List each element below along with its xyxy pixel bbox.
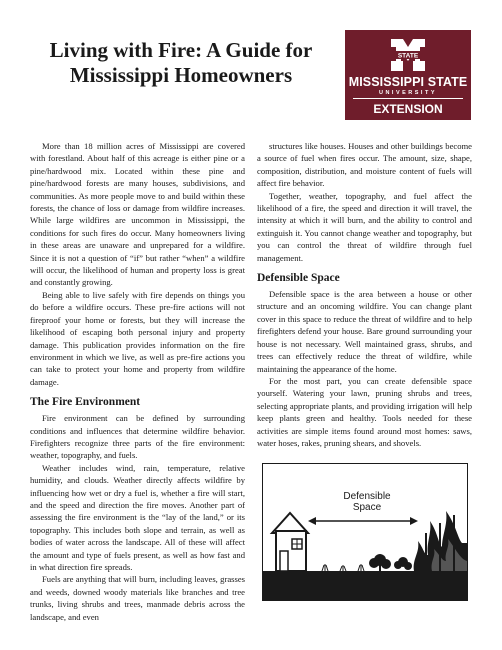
fire-environment-heading: The Fire Environment [30,396,141,409]
defensible-space-label: Defensible Space [343,491,391,513]
right-column [257,140,472,449]
defensible-space-paragraph-1: Defensible space is the area between a house or other structure and an oncoming wildfire. You can change plant cover in this space to reduce the threat of wildfire and to help firefighters defend your house. Bare ground surrounding your house is not necessary. Well maintained grass, shrubs, and trees can effectively reduce the threat of wildfire, while maintaining the appearance of the home. [257,289,472,374]
fire-environment-paragraph-3: Fuels are anything that will burn, including leaves, grasses and weeds, downed woody materials like branches and tree trunks, living shrubs and trees, manmade debris across the landscape, and even [30,574,245,622]
fire-environment-paragraph-1: Fire environment can be defined by surrounding conditions and influences that determine wildfire behavior. Firefighters recognize three parts of the fire environment: weather, topography, and fuels. [30,413,245,461]
extension-logo [345,30,471,120]
logo-line-1: MISSISSIPPI STATE [348,75,468,89]
defensible-space-illustration [262,463,468,601]
seal-text: STATE [397,52,419,60]
university-seal-icon [389,37,427,73]
intro-paragraph-1: More than 18 million acres of Mississippi are covered with forestland. About half of this acreage is either pine or a pine/hardwood mix. Located within these pine and pine/hardwood forests are many houses, subdivisions, and communities. As more people move to and build within these forests, the chance of loss or damage from wildfire increases. While large wildfires are uncommon in Mississippi, the conditions for such fires do occur. Many homeowners living in these areas are unaware and unprepared for a wildfire. Since it is not a question of “if” but rather “when” a wildfire will occur, the likelihood of human and property loss is great and constantly growing. [30,141,245,288]
logo-line-2: UNIVERSITY [378,90,437,96]
together-paragraph: Together, weather, topography, and fuel affect the likelihood of a fire, the speed and direction it will travel, the intensity at which it will burn, and the ability to control and extinguish it. You cannot change weather and topography, but you can control the threat of wildfire through fuel management. [257,190,472,263]
left-column [30,140,245,623]
fuels-continued-paragraph: structures like houses. Houses and other buildings become a source of fuel when fires occur. The amount, size, shape, composition, distribution, and moisture content of fuels will affect fire behavior. [257,141,472,189]
intro-paragraph-2: Being able to live safely with fire depends on things you do before a wildfire occurs. These pre-fire actions will not fireproof your home or forests, but they will increase the likelihood of escaping both personal injury and property damage. This publication provides information on the fire environment in which we live, as well as pre-fire actions you can take to protect your home and property from wildfire damage. [30,289,245,387]
defensible-space-paragraph-2: For the most part, you can create defensible space yourself. Watering your lawn, pruning shrubs and trees, selecting appropriate plants, and providing irrigation will help keep plants green and healthy. Tools needed for these activities are simple items found around most homes: saws, water hoses, rakes, pruning shears, and shovels. [257,375,472,448]
logo-line-3: EXTENSION [373,102,443,116]
logo-divider [353,98,463,99]
page-title: Living with Fire: A Guide for Mississippi Homeowners [49,38,313,87]
fire-environment-paragraph-2: Weather includes wind, rain, temperature, relative humidity, and clouds. Weather directly affects wildfire by influencing how wet or dry a fuel is, whether a fire will start, and the speed and direction the fire moves. Another part of assessing the fire environment is the “lay of the land,” or its topography. This includes both slope and terrain, as well as bodies of water across the landscape. All of these will affect the amount and type of fuels present, as well as how fast and in what direction fire spreads. [30,462,245,572]
defensible-space-heading: Defensible Space [257,272,340,285]
